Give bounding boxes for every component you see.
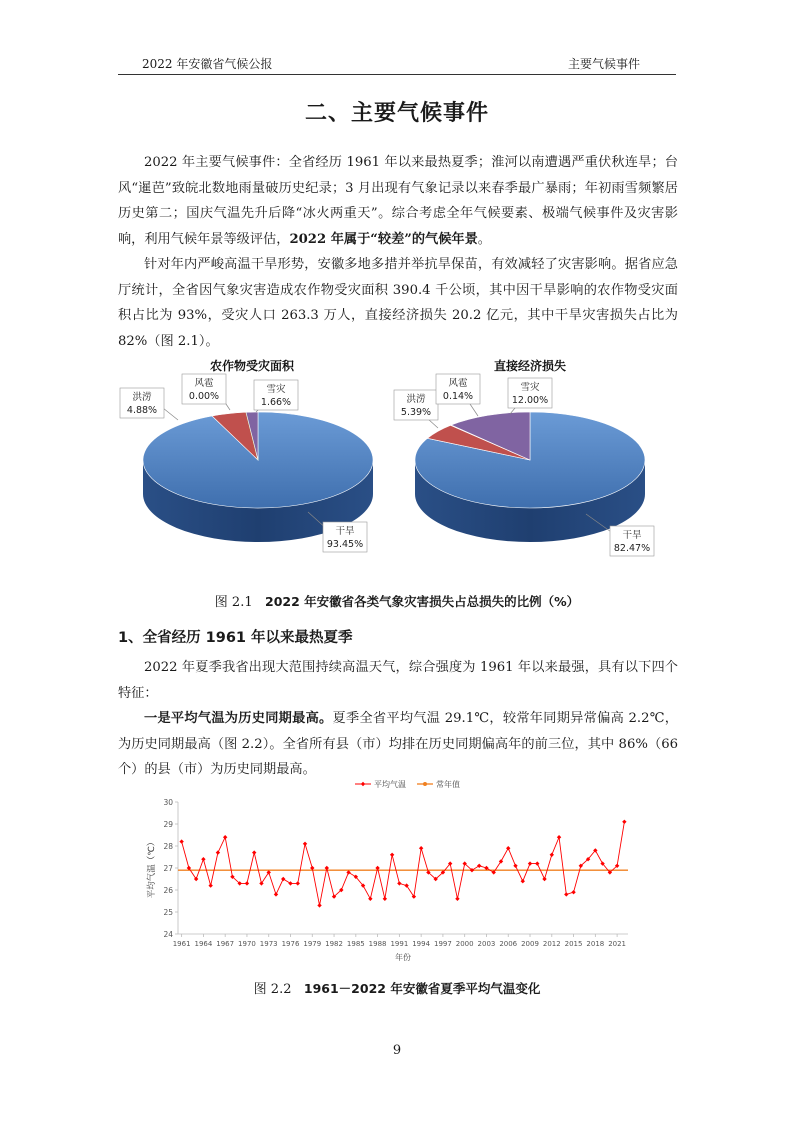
figure-2-1-title: 2022 年安徽省各类气象灾害损失占总损失的比例（%） bbox=[265, 594, 580, 609]
paragraph-summer-intro: 2022 年夏季我省出现大范围持续高温天气，综合强度为 1961 年以来最强，具有以下四个特征： bbox=[118, 660, 678, 701]
data-point bbox=[484, 866, 488, 870]
x-tick-label: 1967 bbox=[216, 940, 235, 948]
data-point bbox=[252, 850, 256, 854]
y-tick-label: 24 bbox=[163, 930, 173, 939]
figure-2-1-caption bbox=[0, 591, 794, 610]
x-tick-label: 1997 bbox=[434, 940, 452, 948]
feature-one-heading: 一是平均气温为历史同期最高。 bbox=[144, 711, 333, 726]
figure-2-1-number: 图 2.1 bbox=[214, 595, 253, 610]
y-tick-label: 26 bbox=[163, 886, 173, 895]
summer-temperature-line-chart bbox=[140, 774, 640, 968]
paragraph-losses: 针对年内严峻高温干旱形势，安徽多地多措并举抗旱保苗，有效减轻了灾害影响。据省应急厅统计，全省因气象灾害造成农作物受灾面积 390.4 千公顷，其中因干旱影响的农作物受灾面积占比为 93%，受灾人口 263.3 万人，直接经济损失 20.2 亿元，其中干旱灾害损失占比为 82%（图 2.1）。 bbox=[118, 257, 678, 349]
data-point bbox=[513, 864, 517, 868]
data-point bbox=[506, 846, 510, 850]
data-point bbox=[317, 903, 321, 907]
data-point bbox=[303, 842, 307, 846]
pie-label-name: 洪涝 bbox=[406, 394, 426, 405]
pie-label-snow bbox=[254, 380, 298, 412]
x-tick-label: 1964 bbox=[194, 940, 213, 948]
data-point bbox=[397, 881, 401, 885]
data-point bbox=[383, 897, 387, 901]
x-tick-label: 1979 bbox=[303, 940, 322, 948]
data-point bbox=[281, 877, 285, 881]
summary-text: 2022 年主要气候事件：全省经历 1961 年以来最热夏季；淮河以南遭遇严重伏秋连旱；台风“暹芭”致皖北数地雨量破历史纪录；3 月出现有气象记录以来春季最广暴雨；年初雨雪频繁居历史第二；国庆气温先升后降“冰火两重天”。综合考虑全年气候要素、极端气候事件及灾害影响，利用气候年景等级评估， bbox=[118, 155, 678, 247]
x-tick-label: 1982 bbox=[325, 940, 343, 948]
x-tick-label: 2009 bbox=[521, 940, 539, 948]
x-tick-label: 2012 bbox=[542, 940, 561, 948]
pie-label-name: 雪灾 bbox=[266, 384, 286, 395]
data-point bbox=[208, 883, 212, 887]
data-point bbox=[288, 881, 292, 885]
x-tick-label: 1991 bbox=[390, 940, 409, 948]
x-tick-label: 1973 bbox=[259, 940, 278, 948]
pie-label-flood bbox=[120, 388, 178, 420]
pie-label-flood bbox=[394, 390, 438, 428]
y-axis-title: 平均气温（℃） bbox=[147, 837, 157, 899]
y-tick-label: 27 bbox=[163, 864, 173, 873]
data-point bbox=[245, 881, 249, 885]
pie-label-value: 0.00% bbox=[188, 391, 220, 402]
x-tick-label: 2021 bbox=[608, 940, 627, 948]
data-point bbox=[346, 870, 350, 874]
paragraph-summary bbox=[118, 150, 678, 252]
pie-economic-loss bbox=[394, 358, 654, 556]
paragraph-feature-one bbox=[118, 706, 678, 783]
data-point bbox=[571, 890, 575, 894]
pie-label-name: 干旱 bbox=[622, 530, 642, 541]
pie-label-value: 5.39% bbox=[400, 407, 432, 418]
x-tick-label: 2018 bbox=[586, 940, 605, 948]
data-point bbox=[368, 897, 372, 901]
data-point bbox=[535, 861, 539, 865]
legend-normal-marker bbox=[423, 782, 427, 786]
pie-label-hail bbox=[182, 374, 230, 410]
pie-label-name: 雪灾 bbox=[520, 382, 540, 393]
data-point bbox=[528, 861, 532, 865]
page-number: 9 bbox=[392, 1043, 402, 1058]
data-point bbox=[375, 866, 379, 870]
pie-label-value: 0.14% bbox=[442, 391, 474, 402]
pie-label-name: 风雹 bbox=[194, 378, 214, 389]
data-point bbox=[542, 877, 546, 881]
pie-label-value: 82.47% bbox=[613, 543, 651, 554]
pie-label-snow bbox=[508, 378, 552, 414]
x-tick-label: 2006 bbox=[499, 940, 518, 948]
data-point bbox=[201, 857, 205, 861]
header-left: 2022 年安徽省气候公报 bbox=[142, 57, 273, 71]
data-point bbox=[550, 853, 554, 857]
pie-label-hail bbox=[436, 374, 480, 416]
data-point bbox=[557, 835, 561, 839]
data-point bbox=[179, 839, 183, 843]
legend-normal-label: 常年值 bbox=[436, 780, 460, 789]
data-point bbox=[296, 881, 300, 885]
x-tick-label: 2003 bbox=[477, 940, 496, 948]
data-point bbox=[477, 864, 481, 868]
section-title: 二、主要气候事件 bbox=[304, 101, 489, 126]
figure-2-2-number: 图 2.2 bbox=[253, 982, 292, 997]
figure-2-2-caption bbox=[0, 978, 794, 997]
pie-label-name: 干旱 bbox=[335, 526, 355, 537]
subsection-title: 1、全省经历 1961 年以来最热夏季 bbox=[118, 630, 353, 646]
data-point bbox=[216, 850, 220, 854]
x-tick-label: 1970 bbox=[238, 940, 256, 948]
pie-title: 农作物受灾面积 bbox=[209, 359, 295, 373]
legend-temperature-label: 平均气温 bbox=[374, 780, 406, 789]
pie-label-value: 1.66% bbox=[260, 397, 292, 408]
x-tick-label: 1985 bbox=[346, 940, 365, 948]
data-point bbox=[564, 892, 568, 896]
data-point bbox=[310, 866, 314, 870]
data-point bbox=[274, 892, 278, 896]
x-tick-label: 1961 bbox=[172, 940, 191, 948]
y-tick-label: 29 bbox=[163, 820, 173, 829]
figure-2-2-title: 1961－2022 年安徽省夏季平均气温变化 bbox=[303, 981, 541, 996]
data-point bbox=[622, 820, 626, 824]
pie-label-name: 洪涝 bbox=[132, 392, 152, 403]
pie-label-value: 12.00% bbox=[511, 395, 549, 406]
data-point bbox=[455, 897, 459, 901]
x-axis-title: 年份 bbox=[395, 953, 411, 962]
y-tick-label: 25 bbox=[163, 908, 173, 917]
summary-conclusion: 2022 年属于“较差”的气候年景 bbox=[289, 231, 478, 247]
legend-temperature-marker bbox=[361, 782, 365, 786]
data-point bbox=[223, 835, 227, 839]
y-tick-label: 30 bbox=[163, 798, 173, 807]
pie-label-name: 风雹 bbox=[448, 378, 468, 389]
feature-one-text: 夏季全省平均气温 29.1℃，较常年同期异常偏高 2.2℃，为历史同期最高（图 2.2）。全省所有县（市）均排在历史同期偏高年的前三位，其中 86%（66 个）的县（市）为历史同期最高。 bbox=[118, 711, 678, 778]
pie-label-value: 93.45% bbox=[326, 539, 364, 550]
summary-end: 。 bbox=[477, 231, 491, 247]
data-point bbox=[390, 853, 394, 857]
x-tick-label: 2015 bbox=[564, 940, 583, 948]
header-right: 主要气候事件 bbox=[567, 57, 640, 71]
y-tick-label: 28 bbox=[163, 842, 173, 851]
data-point bbox=[325, 866, 329, 870]
disaster-loss-pie-charts bbox=[118, 352, 678, 577]
x-tick-label: 1988 bbox=[368, 940, 387, 948]
pie-crop-area bbox=[120, 358, 373, 552]
temperature-line bbox=[182, 822, 625, 906]
x-tick-label: 2000 bbox=[455, 940, 474, 948]
data-point bbox=[521, 879, 525, 883]
x-tick-label: 1994 bbox=[412, 940, 431, 948]
pie-label-value: 4.88% bbox=[126, 405, 158, 416]
x-tick-label: 1976 bbox=[281, 940, 300, 948]
data-point bbox=[419, 846, 423, 850]
page-header bbox=[118, 52, 676, 75]
pie-title: 直接经济损失 bbox=[493, 359, 567, 373]
